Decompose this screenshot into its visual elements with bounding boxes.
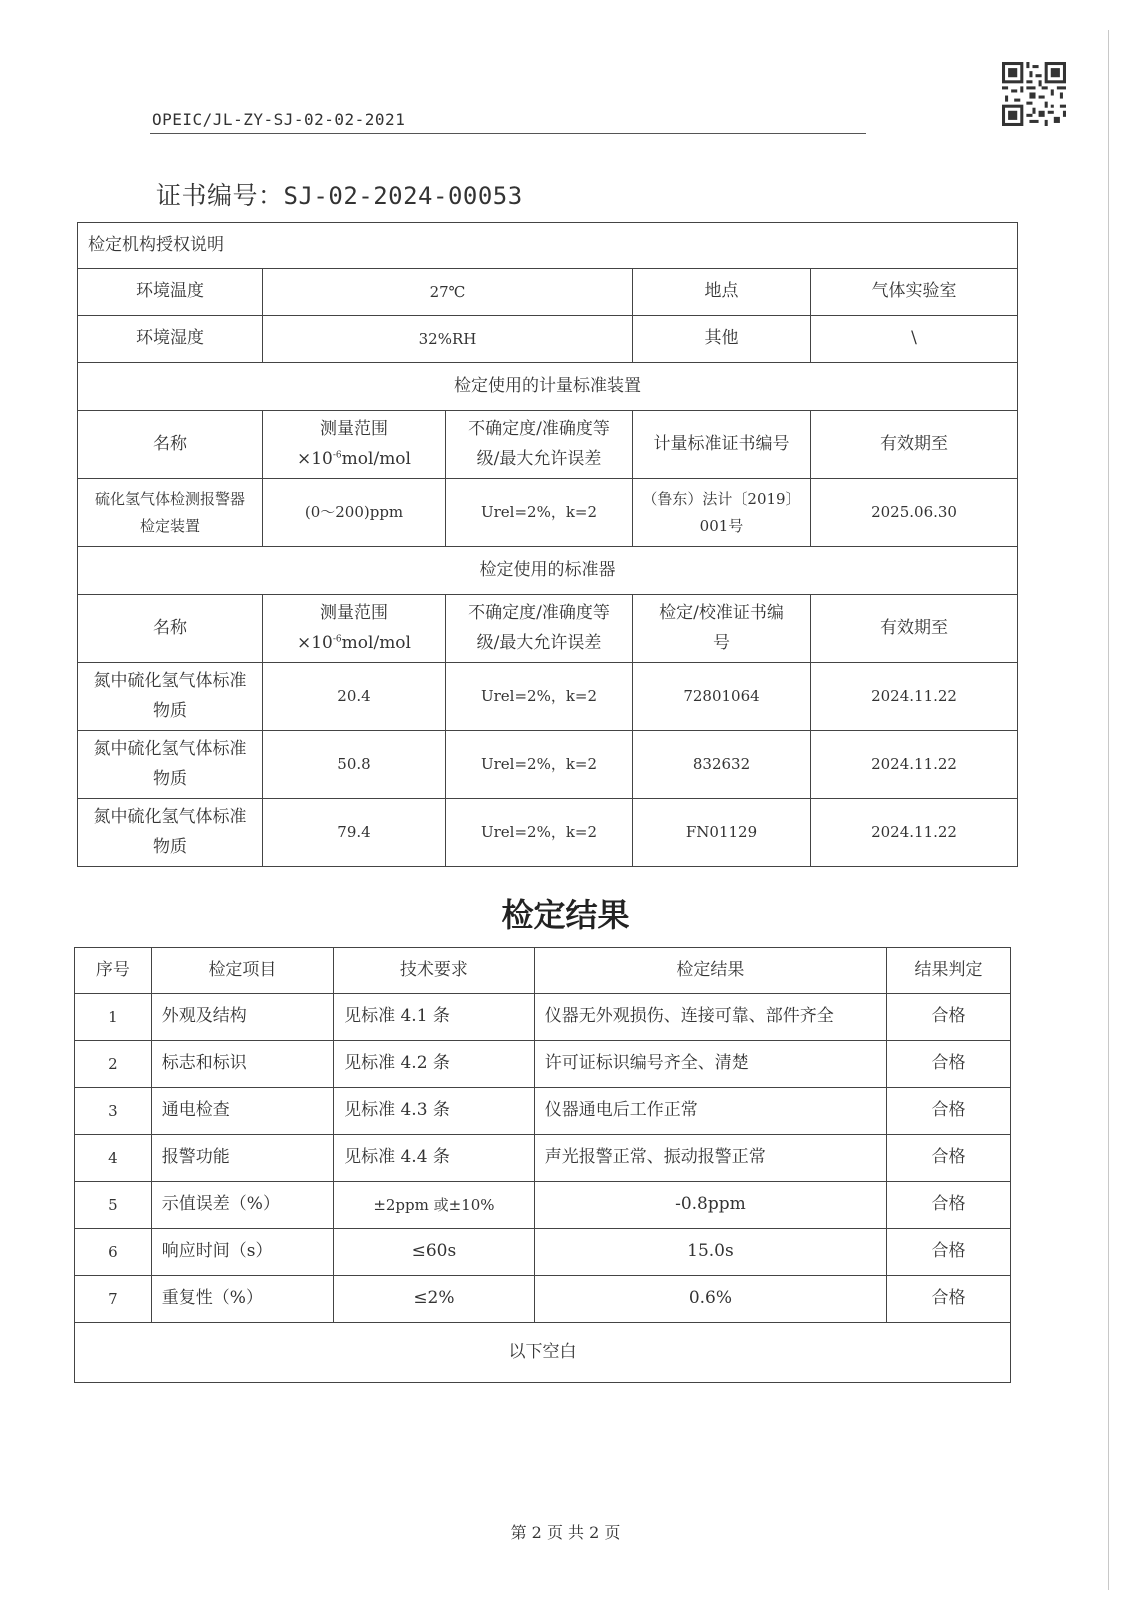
material-valid: 2024.11.22 xyxy=(811,663,1018,731)
header-rule xyxy=(150,133,866,134)
std-materials-header-range-unit xyxy=(267,629,441,659)
material-cert: 832632 xyxy=(633,731,811,799)
result-item: 示值误差（%） xyxy=(151,1182,333,1229)
table-row xyxy=(78,663,1018,731)
result-verdict: 合格 xyxy=(887,1182,1011,1229)
result-value: 15.0s xyxy=(534,1229,886,1276)
std-materials-header-cert xyxy=(633,595,811,663)
material-name-line1: 氮中硫化氢气体标准 xyxy=(93,738,247,759)
result-requirement: ±2ppm 或±10% xyxy=(334,1182,535,1229)
result-no: 2 xyxy=(75,1041,152,1088)
std-device-range: (0～200)ppm xyxy=(263,479,446,547)
std-device-range-exponent: -6 xyxy=(332,449,342,460)
temperature-label: 环境温度 xyxy=(78,269,263,316)
std-device-header-unc-line2: 级/最大允许误差 xyxy=(476,448,602,469)
std-device-header-name: 名称 xyxy=(78,411,263,479)
result-no: 3 xyxy=(75,1088,152,1135)
std-device-cert-line2: 001号 xyxy=(699,516,744,535)
std-device-valid: 2025.06.30 xyxy=(811,479,1018,547)
material-uncertainty: Urel=2%，k=2 xyxy=(446,663,633,731)
std-materials-range-unit-post: mol/mol xyxy=(341,632,411,653)
results-header-item: 检定项目 xyxy=(151,948,333,994)
material-name-line2: 物质 xyxy=(153,700,187,721)
other-value: \ xyxy=(811,316,1018,363)
result-item: 通电检查 xyxy=(151,1088,333,1135)
result-verdict: 合格 xyxy=(887,1041,1011,1088)
result-item: 重复性（%） xyxy=(151,1276,333,1323)
results-title: 检定结果 xyxy=(501,896,630,934)
table-row xyxy=(75,1041,1011,1088)
material-range: 50.8 xyxy=(263,731,446,799)
result-value: 许可证标识编号齐全、清楚 xyxy=(534,1041,886,1088)
material-name-line1: 氮中硫化氢气体标准 xyxy=(93,806,247,827)
blank-note: 以下空白 xyxy=(75,1323,1011,1383)
result-verdict: 合格 xyxy=(887,1229,1011,1276)
other-label: 其他 xyxy=(633,316,811,363)
result-value: 仪器通电后工作正常 xyxy=(534,1088,886,1135)
result-requirement: 见标准 4.1 条 xyxy=(334,994,535,1041)
location-label: 地点 xyxy=(633,269,811,316)
result-value: 声光报警正常、振动报警正常 xyxy=(534,1135,886,1182)
authorization-label: 检定机构授权说明 xyxy=(78,223,1018,269)
std-materials-header-name: 名称 xyxy=(78,595,263,663)
material-range: 79.4 xyxy=(263,799,446,867)
table-row xyxy=(75,1135,1011,1182)
material-valid: 2024.11.22 xyxy=(811,731,1018,799)
result-verdict: 合格 xyxy=(887,994,1011,1041)
std-device-header-range-unit xyxy=(267,445,441,475)
result-requirement: 见标准 4.3 条 xyxy=(334,1088,535,1135)
table-row xyxy=(75,1229,1011,1276)
material-name xyxy=(78,663,263,731)
std-device-header-uncertainty xyxy=(446,411,633,479)
result-verdict: 合格 xyxy=(887,1276,1011,1323)
std-device-header-unc-line1: 不确定度/准确度等 xyxy=(468,418,610,439)
certificate-number-value: SJ-02-2024-00053 xyxy=(283,182,523,210)
temperature-value: 27℃ xyxy=(263,269,633,316)
std-device-section-title: 检定使用的计量标准装置 xyxy=(78,363,1018,411)
results-header-result: 检定结果 xyxy=(534,948,886,994)
table-row xyxy=(75,994,1011,1041)
material-range: 20.4 xyxy=(263,663,446,731)
results-header-requirement: 技术要求 xyxy=(334,948,535,994)
result-no: 5 xyxy=(75,1182,152,1229)
std-device-name-line2: 检定装置 xyxy=(139,516,200,535)
std-device-header-range-line1: 测量范围 xyxy=(320,418,388,439)
std-materials-section-title: 检定使用的标准器 xyxy=(78,547,1018,595)
material-name-line2: 物质 xyxy=(153,768,187,789)
std-materials-range-unit-pre: ×10 xyxy=(297,632,333,653)
result-no: 7 xyxy=(75,1276,152,1323)
results-header-verdict: 结果判定 xyxy=(887,948,1011,994)
material-cert: 72801064 xyxy=(633,663,811,731)
std-materials-header-range xyxy=(263,595,446,663)
std-device-cert-line1: （鲁东）法计〔2019〕 xyxy=(642,490,801,509)
std-device-header-range xyxy=(263,411,446,479)
std-materials-header-cert-line1: 检定/校准证书编 xyxy=(659,602,784,623)
material-name xyxy=(78,731,263,799)
certificate-number xyxy=(156,176,523,212)
results-header-no: 序号 xyxy=(75,948,152,994)
certificate-number-label: 证书编号： xyxy=(156,181,284,210)
material-uncertainty: Urel=2%，k=2 xyxy=(446,799,633,867)
result-value: 仪器无外观损伤、连接可靠、部件齐全 xyxy=(534,994,886,1041)
result-verdict: 合格 xyxy=(887,1135,1011,1182)
table-row xyxy=(78,799,1018,867)
std-device-header-cert: 计量标准证书编号 xyxy=(633,411,811,479)
material-valid: 2024.11.22 xyxy=(811,799,1018,867)
std-device-range-unit-pre: ×10 xyxy=(297,448,333,469)
std-materials-header-unc-line1: 不确定度/准确度等 xyxy=(468,602,610,623)
result-item: 响应时间（s） xyxy=(151,1229,333,1276)
std-materials-header-range-line1: 测量范围 xyxy=(320,602,388,623)
std-device-name-line1: 硫化氢气体检测报警器 xyxy=(94,490,245,509)
table-row xyxy=(75,1088,1011,1135)
material-uncertainty: Urel=2%，k=2 xyxy=(446,731,633,799)
location-value: 气体实验室 xyxy=(811,269,1018,316)
qr-code-icon xyxy=(1002,62,1066,126)
table-row xyxy=(78,731,1018,799)
std-device-uncertainty: Urel=2%，k=2 xyxy=(446,479,633,547)
material-name-line1: 氮中硫化氢气体标准 xyxy=(93,670,247,691)
std-device-range-unit-post: mol/mol xyxy=(341,448,411,469)
result-no: 1 xyxy=(75,994,152,1041)
result-value: -0.8ppm xyxy=(534,1182,886,1229)
table-row xyxy=(75,1182,1011,1229)
std-materials-range-exponent: -6 xyxy=(332,633,342,644)
std-device-header-valid: 有效期至 xyxy=(811,411,1018,479)
std-device-name xyxy=(78,479,263,547)
result-item: 报警功能 xyxy=(151,1135,333,1182)
result-no: 6 xyxy=(75,1229,152,1276)
standards-table xyxy=(77,222,1018,867)
result-requirement: ≤60s xyxy=(334,1229,535,1276)
std-materials-header-valid: 有效期至 xyxy=(811,595,1018,663)
document-code: OPEIC/JL-ZY-SJ-02-02-2021 xyxy=(152,110,406,129)
result-value: 0.6% xyxy=(534,1276,886,1323)
results-table xyxy=(74,947,1011,1383)
page-number: 第 2 页 共 2 页 xyxy=(510,1523,621,1542)
result-verdict: 合格 xyxy=(887,1088,1011,1135)
std-materials-header-cert-line2: 号 xyxy=(713,632,730,653)
result-item: 标志和标识 xyxy=(151,1041,333,1088)
material-name xyxy=(78,799,263,867)
result-no: 4 xyxy=(75,1135,152,1182)
std-device-cert xyxy=(633,479,811,547)
result-requirement: 见标准 4.2 条 xyxy=(334,1041,535,1088)
result-requirement: ≤2% xyxy=(334,1276,535,1323)
result-requirement: 见标准 4.4 条 xyxy=(334,1135,535,1182)
material-cert: FN01129 xyxy=(633,799,811,867)
table-row xyxy=(75,1276,1011,1323)
page-edge-line xyxy=(1108,30,1109,1590)
humidity-label: 环境湿度 xyxy=(78,316,263,363)
humidity-value: 32%RH xyxy=(263,316,633,363)
material-name-line2: 物质 xyxy=(153,836,187,857)
result-item: 外观及结构 xyxy=(151,994,333,1041)
std-materials-header-uncertainty xyxy=(446,595,633,663)
std-materials-header-unc-line2: 级/最大允许误差 xyxy=(476,632,602,653)
